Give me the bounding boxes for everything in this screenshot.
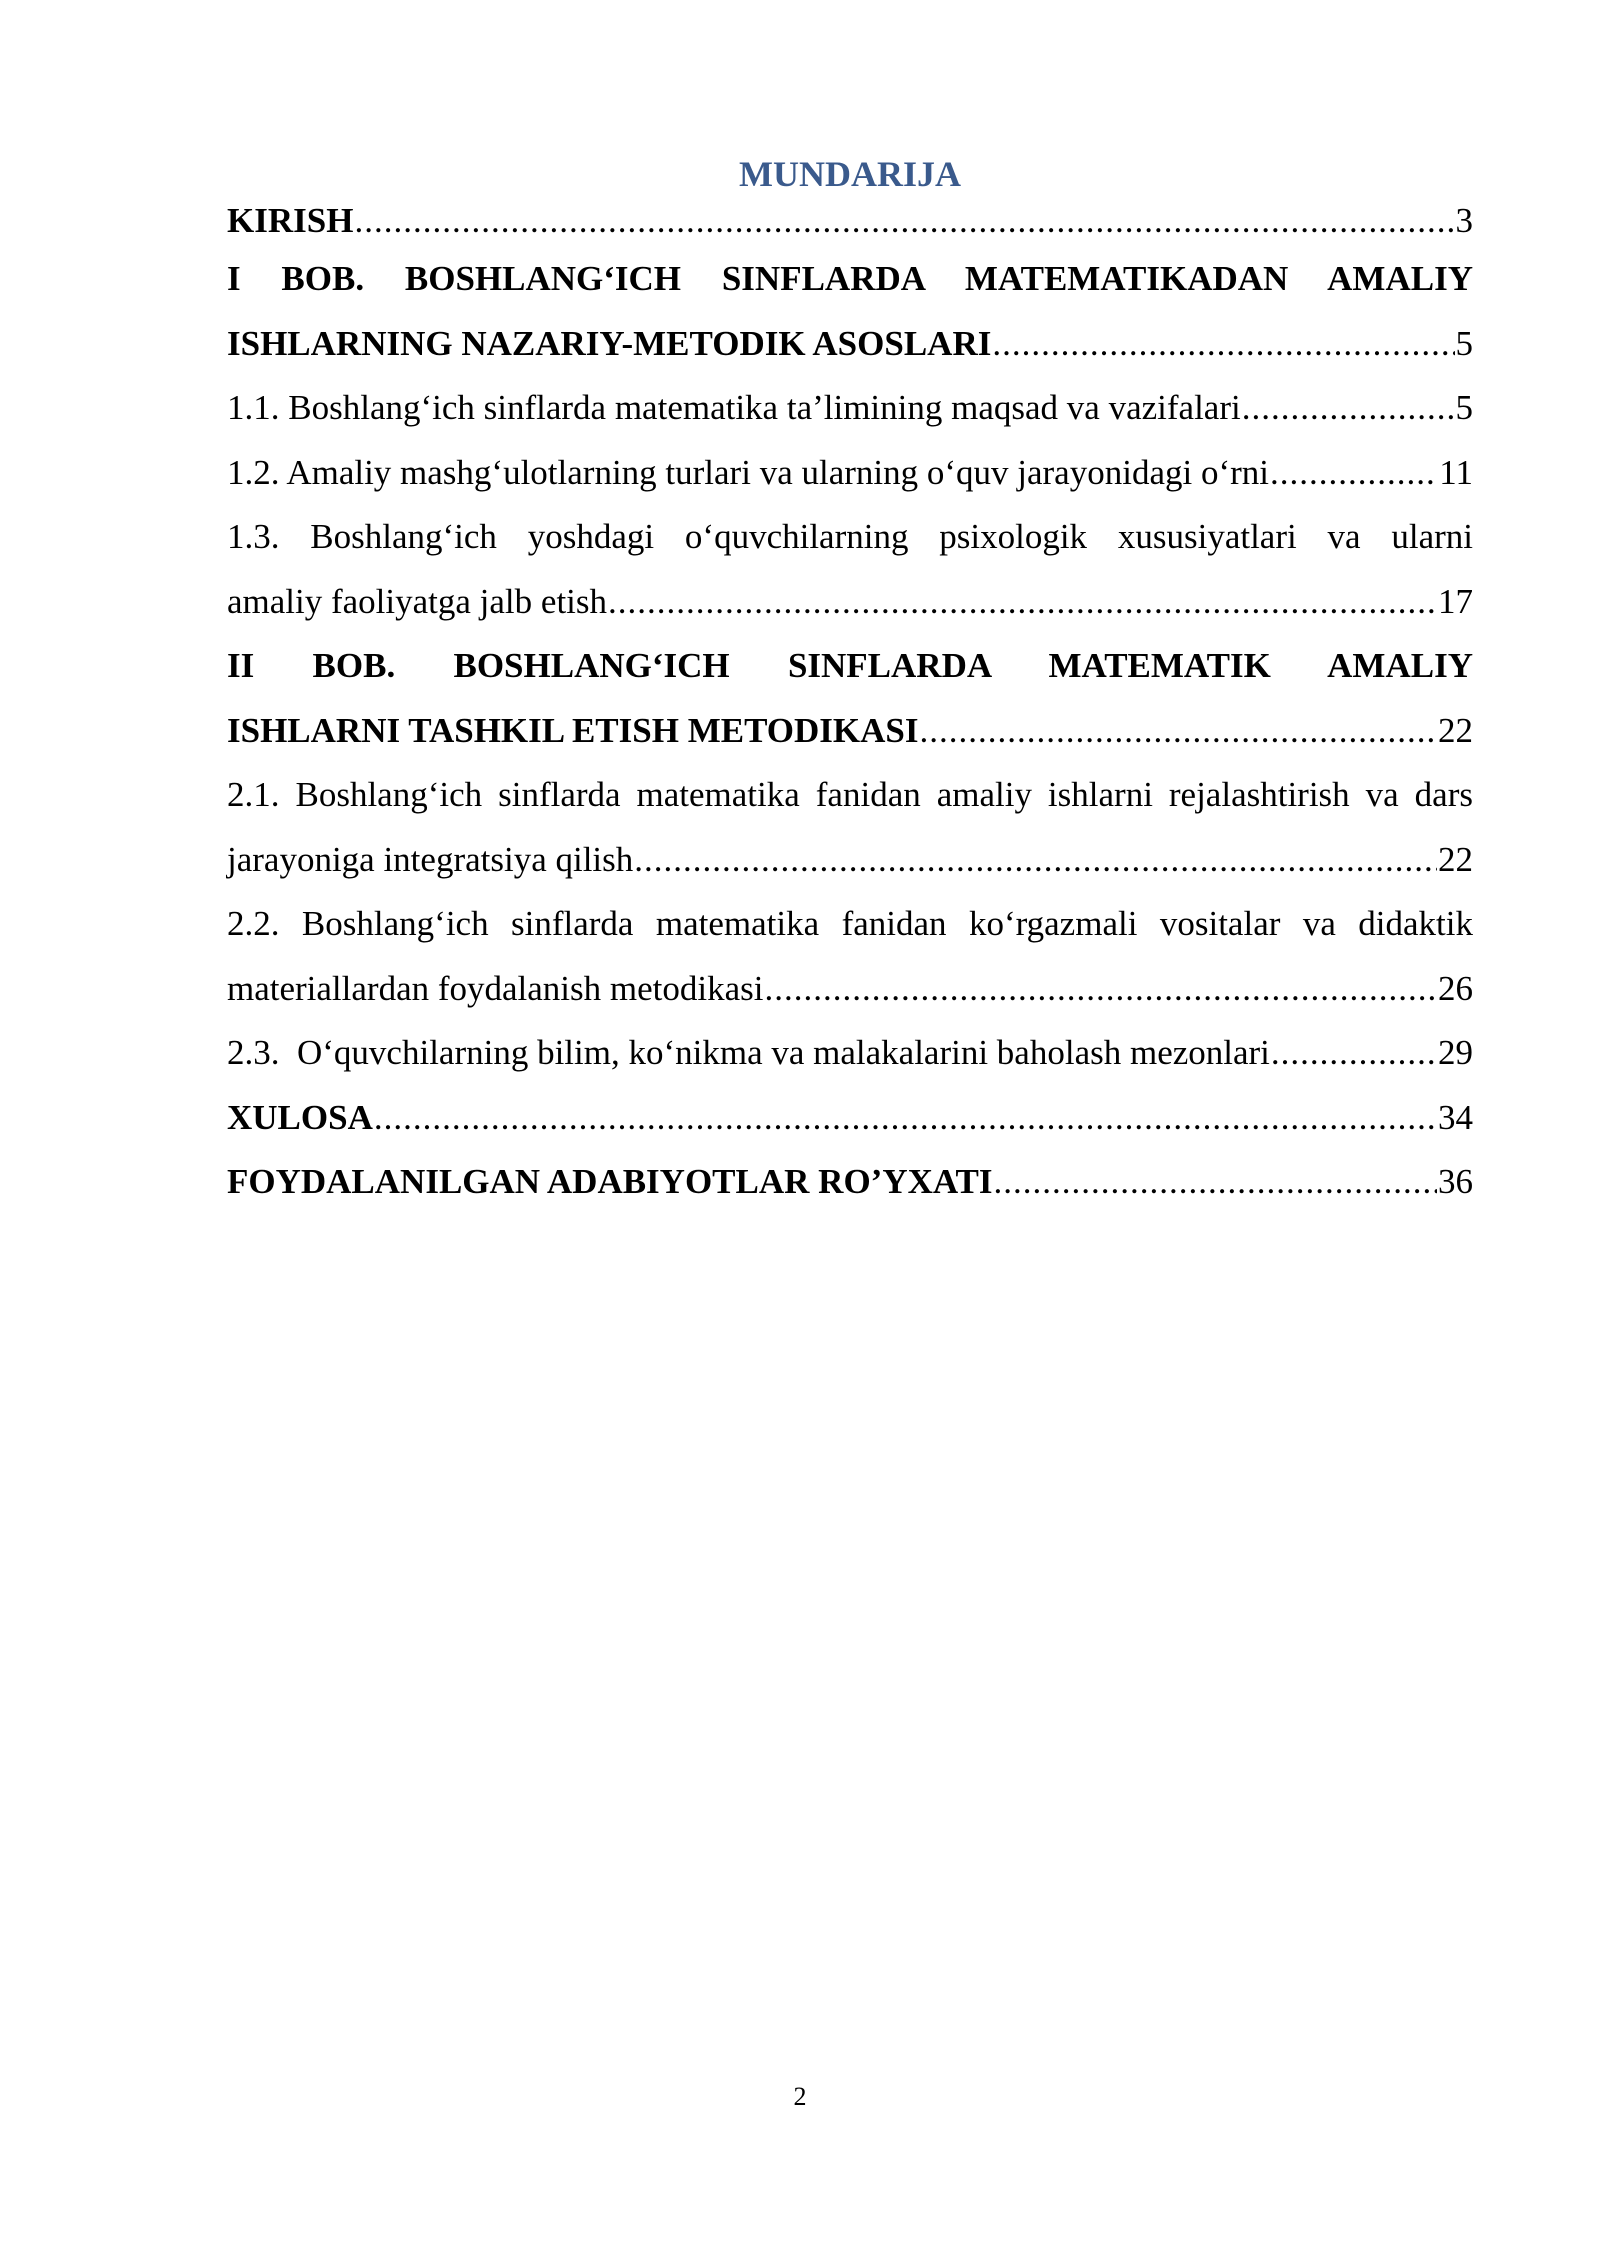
toc-page-number: 5 [1455, 388, 1473, 427]
toc-page-number: 17 [1438, 581, 1473, 621]
toc-entry-references[interactable] [227, 1150, 1473, 1215]
toc-entry-label: 1.1. Boshlang‘ich sinflarda matematika ta’limining maqsad va vazifalari [227, 388, 1241, 427]
dot-leader [608, 570, 1437, 635]
toc-title: MUNDARIJA [739, 154, 961, 194]
toc-page-number: 22 [1438, 710, 1473, 750]
toc-entry-label: II BOB. BOSHLANG‘ICH SINFLARDA MATEMATIK AMALIY [227, 646, 1473, 685]
dot-leader [920, 699, 1438, 764]
toc-entry-label: 1.2. Amaliy mashg‘ulotlarning turlari va ularning o‘quv jarayonidagi o‘rni [227, 452, 1269, 492]
dot-leader [634, 828, 1437, 893]
toc-entry-xulosa[interactable] [227, 1086, 1473, 1151]
toc-entry-section-1-2[interactable] [227, 441, 1473, 506]
toc-page-number: 36 [1438, 1162, 1473, 1201]
toc-entry-label: 2.3. O‘quvchilarning bilim, ko‘nikma va malakalarini baholash mezonlari [227, 1033, 1270, 1072]
toc-entry-continuation [227, 570, 1473, 635]
toc-entry-label: 1.3. Boshlang‘ich yoshdagi o‘quvchilarning psixologik xususiyatlari va ularni [227, 517, 1473, 556]
toc-entry-section-1-1[interactable] [227, 376, 1473, 441]
dot-leader [374, 1086, 1437, 1151]
table-of-contents [227, 195, 1473, 1215]
dot-leader [992, 312, 1454, 377]
toc-entry-section-2-3[interactable] [227, 1021, 1473, 1086]
toc-entry-label: 2.2. Boshlang‘ich sinflarda matematika fanidan ko‘rgazmali vositalar va didaktik [227, 904, 1473, 943]
toc-entry-label: 2.1. Boshlang‘ich sinflarda matematika fanidan amaliy ishlarni rejalashtirish va dars [227, 775, 1473, 814]
toc-page-number: 11 [1439, 452, 1473, 492]
toc-entry-label: ISHLARNI TASHKIL ETISH METODIKASI [227, 710, 919, 750]
dot-leader [354, 195, 1454, 247]
toc-entry-kirish[interactable] [227, 195, 1473, 247]
toc-entry-section-2-1[interactable] [227, 763, 1473, 892]
toc-page-number: 29 [1438, 1033, 1473, 1072]
toc-entry-label: KIRISH [227, 201, 354, 240]
toc-entry-label: ISHLARNING NAZARIY-METODIK ASOSLARI [227, 323, 992, 363]
toc-page-number: 22 [1438, 839, 1473, 879]
toc-entry-continuation [227, 828, 1473, 893]
toc-entry-label: XULOSA [227, 1097, 373, 1137]
toc-entry-chapter-1[interactable] [227, 247, 1473, 376]
toc-entry-label: I BOB. BOSHLANG‘ICH SINFLARDA MATEMATIKADAN AMALIY [227, 259, 1473, 298]
dot-leader [1270, 441, 1438, 506]
toc-entry-continuation [227, 699, 1473, 764]
dot-leader [764, 957, 1437, 1022]
toc-entry-continuation [227, 957, 1473, 1022]
page-number: 2 [793, 2082, 807, 2111]
dot-leader [1271, 1021, 1437, 1086]
toc-entry-section-2-2[interactable] [227, 892, 1473, 1021]
toc-entry-label: materiallardan foydalanish metodikasi [227, 968, 764, 1008]
toc-entry-chapter-2[interactable] [227, 634, 1473, 763]
dot-leader [1242, 376, 1455, 441]
toc-entry-label: FOYDALANILGAN ADABIYOTLAR RO’YXATI [227, 1162, 993, 1201]
dot-leader [994, 1150, 1437, 1215]
toc-page-number: 5 [1455, 323, 1473, 363]
toc-page-number: 34 [1438, 1097, 1473, 1137]
toc-page-number: 26 [1438, 968, 1473, 1008]
toc-page-number: 3 [1455, 201, 1473, 240]
toc-entry-section-1-3[interactable] [227, 505, 1473, 634]
toc-entry-label: amaliy faoliyatga jalb etish [227, 581, 608, 621]
toc-entry-continuation [227, 312, 1473, 377]
toc-entry-label: jarayoniga integratsiya qilish [227, 839, 634, 879]
